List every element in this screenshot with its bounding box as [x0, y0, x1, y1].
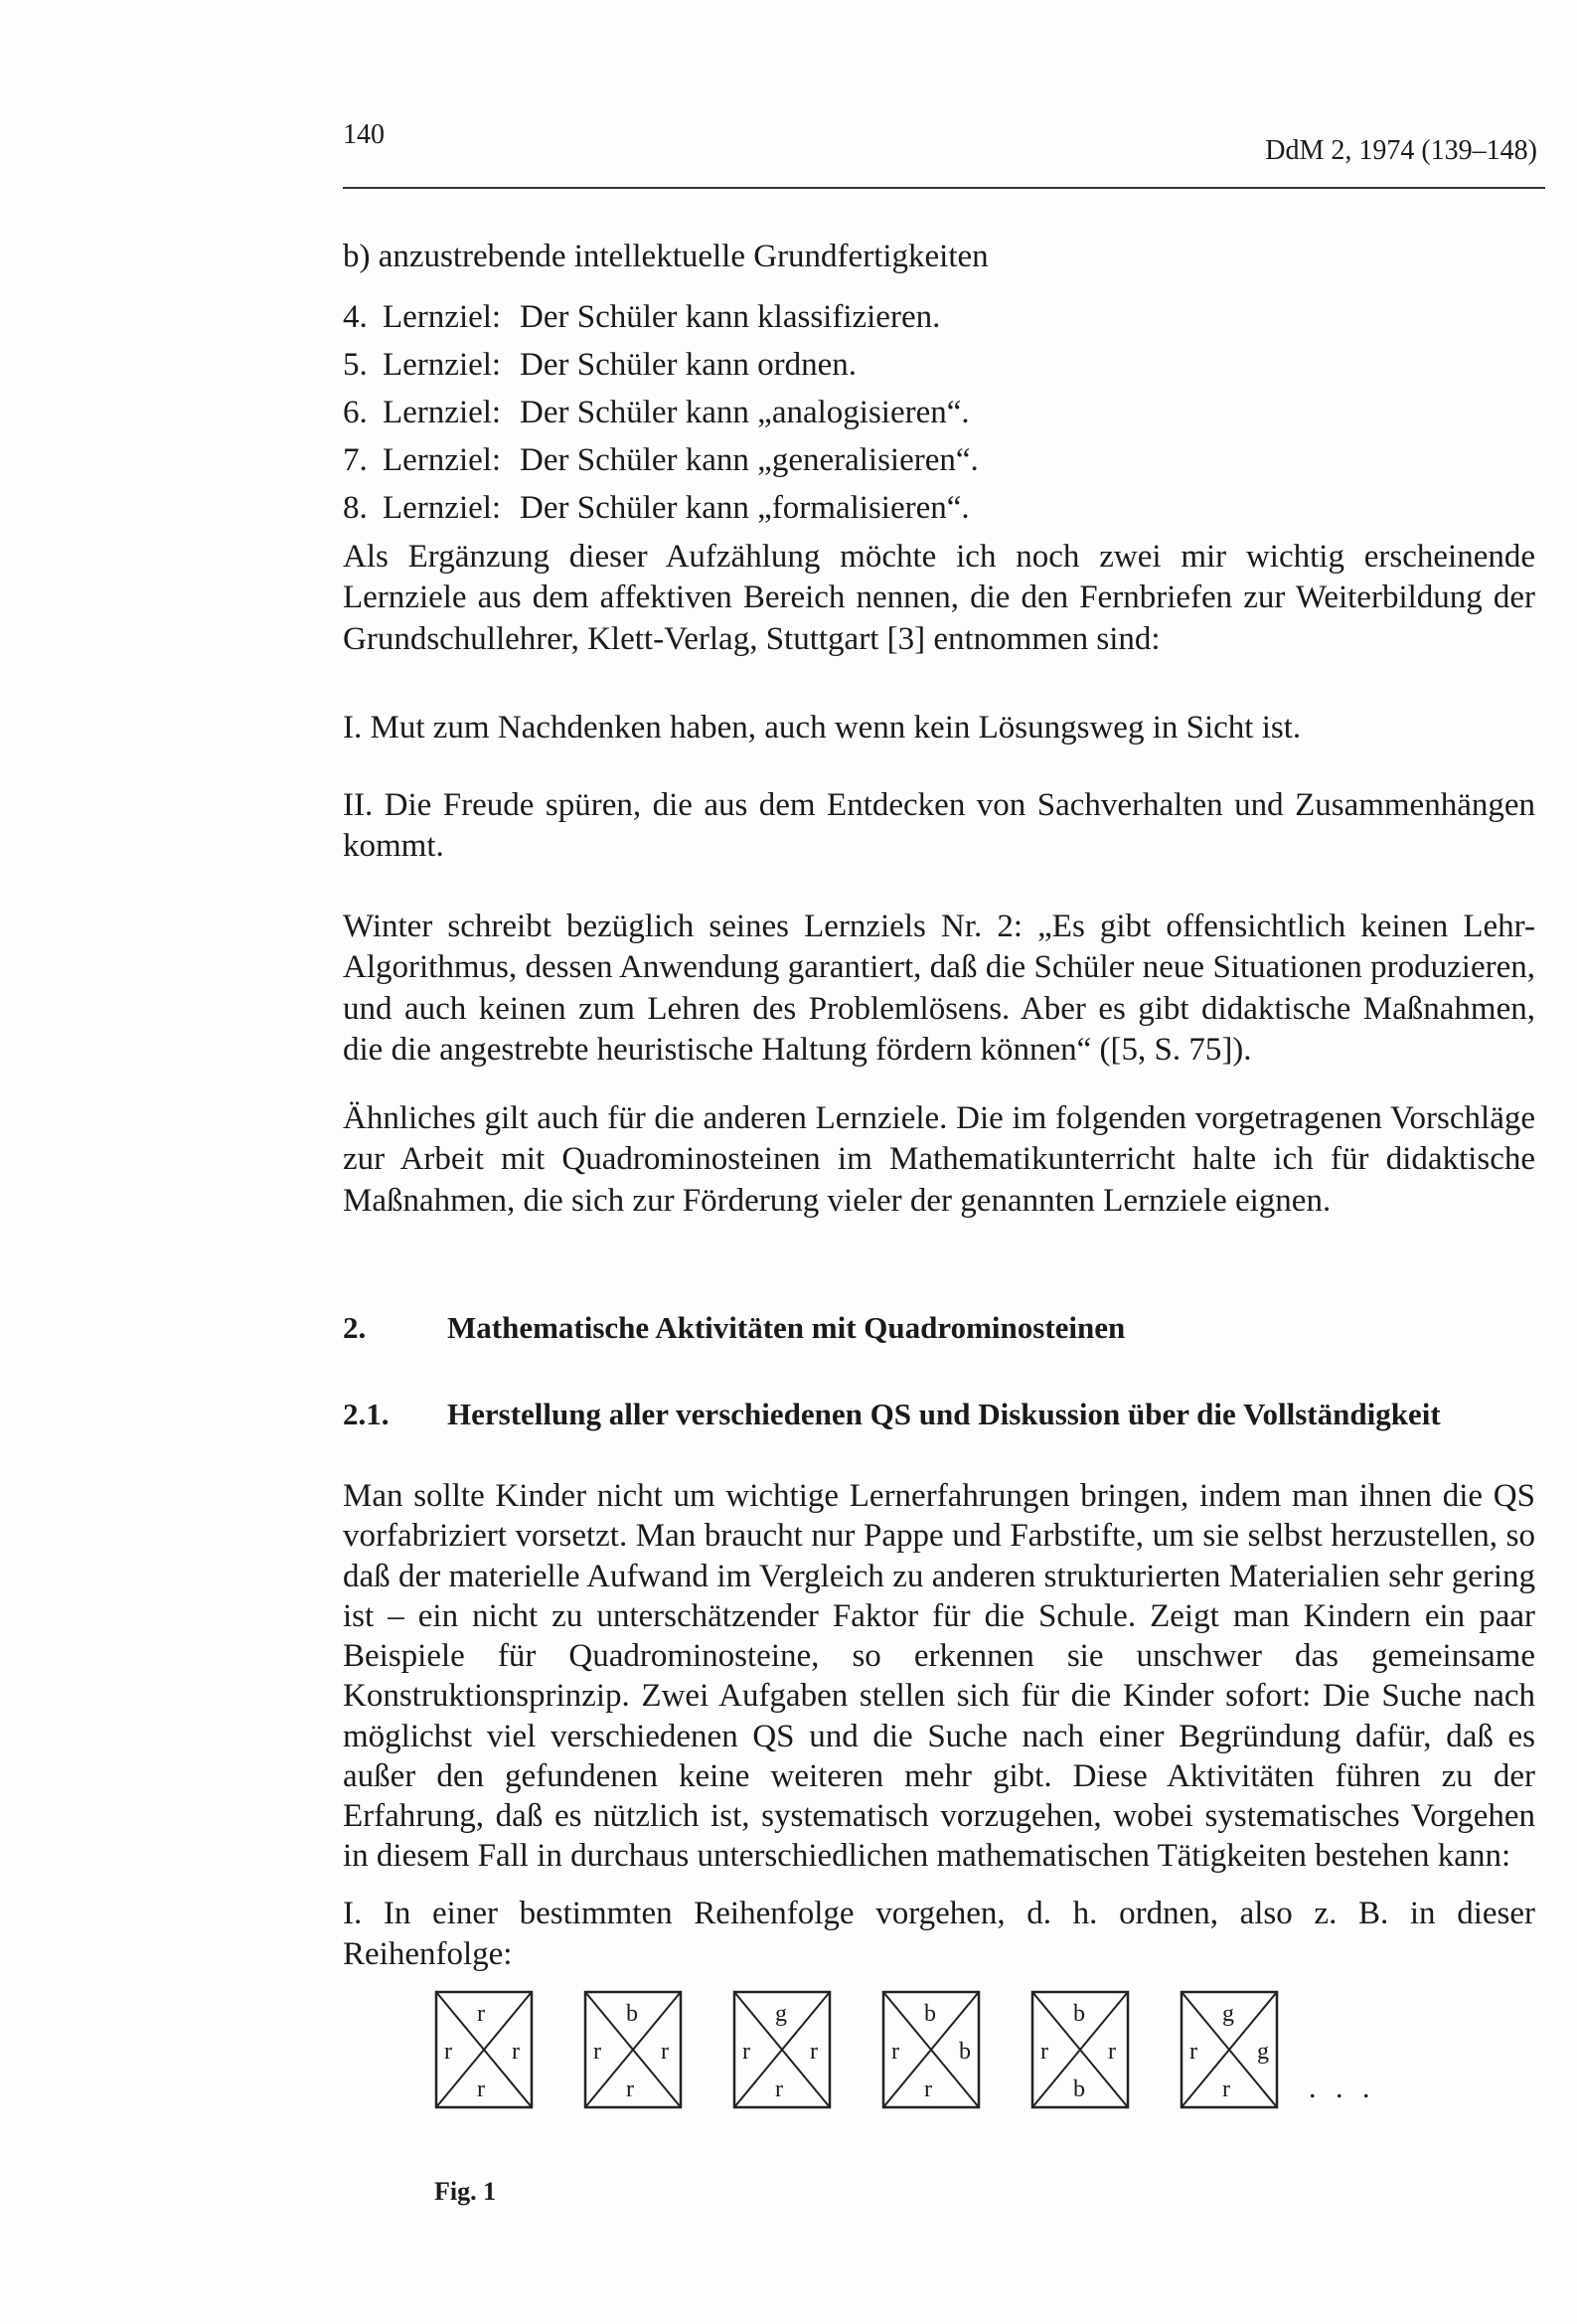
figure-caption: Fig. 1: [434, 2177, 497, 2206]
section-heading-2: [343, 1310, 1125, 1346]
section-heading-2-1: [343, 1397, 1441, 1432]
header-rule: [343, 187, 1545, 189]
tile-color-top: g: [1222, 2001, 1234, 2027]
quadromino-tile: [583, 1990, 683, 2109]
lernziel-item: [343, 341, 979, 389]
tile-color-left: r: [742, 2039, 750, 2065]
tile-color-left: r: [593, 2039, 601, 2065]
figure-ellipsis: . . .: [1309, 2072, 1376, 2104]
tile-color-right: r: [810, 2039, 818, 2065]
lernziel-list: [343, 293, 979, 532]
tile-color-bottom: r: [924, 2076, 932, 2102]
lernziel-number: 6.: [343, 395, 368, 430]
lernziel-label: Lernziel:: [383, 299, 502, 335]
tile-color-right: r: [512, 2039, 520, 2065]
lernziel-label: Lernziel:: [383, 347, 502, 383]
tile-color-left: r: [1040, 2039, 1048, 2065]
lernziel-item: [343, 293, 979, 341]
section-number: 2.1.: [343, 1397, 390, 1431]
tile-color-left: r: [444, 2039, 452, 2065]
quadromino-tile: [732, 1990, 832, 2109]
tile-color-bottom: b: [1073, 2076, 1085, 2102]
section-number: 2.: [343, 1310, 367, 1345]
quadromino-tile: [1180, 1990, 1279, 2109]
tile-color-bottom: r: [626, 2076, 634, 2102]
tile-color-bottom: r: [1222, 2076, 1230, 2102]
lernziel-label: Lernziel:: [383, 395, 502, 430]
lernziel-text: Der Schüler kann ordnen.: [520, 347, 858, 383]
lernziel-text: Der Schüler kann „generalisieren“.: [520, 442, 979, 478]
page-number: 140: [343, 119, 385, 150]
item-reihenfolge: I. In einer bestimmten Reihenfolge vorgehen, d. h. ordnen, also z. B. in dieser Reihenfolge:: [343, 1896, 1535, 1973]
lernziel-label: Lernziel:: [383, 442, 502, 478]
journal-reference: DdM 2, 1974 (139–148): [1265, 135, 1537, 166]
tile-color-left: r: [1189, 2039, 1197, 2065]
tile-color-right: r: [1108, 2039, 1116, 2065]
tile-color-right: b: [959, 2039, 971, 2065]
figure-quadromino-sequence: [434, 1990, 1376, 2109]
tile-color-top: g: [775, 2001, 787, 2027]
subheading-intellectual-skills: b) anzustrebende intellektuelle Grundfertigkeiten: [343, 239, 989, 274]
lernziel-text: Der Schüler kann „formalisieren“.: [520, 490, 970, 526]
tile-color-top: b: [626, 2001, 638, 2027]
lernziel-item: [343, 484, 979, 532]
tile-color-left: r: [891, 2039, 899, 2065]
quadromino-tile: [1030, 1990, 1130, 2109]
quadromino-tile: [434, 1990, 534, 2109]
lernziel-item: [343, 436, 979, 484]
lernziel-number: 8.: [343, 490, 368, 526]
tile-color-right: g: [1257, 2039, 1269, 2065]
lernziel-label: Lernziel:: [383, 490, 502, 526]
section-title: Mathematische Aktivitäten mit Quadrominosteinen: [447, 1310, 1126, 1345]
tile-color-right: r: [661, 2039, 669, 2065]
tile-color-top: b: [924, 2001, 936, 2027]
section-title: Herstellung aller verschiedenen QS und Diskussion über die Vollständigkeit: [447, 1397, 1441, 1431]
affective-goal-1: I. Mut zum Nachdenken haben, auch wenn kein Lösungsweg in Sicht ist.: [343, 710, 1302, 746]
affective-goal-2: II. Die Freude spüren, die aus dem Entdecken von Sachverhalten und Zusammenhängen kommt.: [343, 787, 1535, 865]
quadromino-tile: [881, 1990, 981, 2109]
paragraph-ergaenzung: Als Ergänzung dieser Aufzählung möchte ich noch zwei mir wichtig erscheinende Lernziele aus dem affektiven Bereich nennen, die den Fernbriefen zur Weiterbildung der Grundschullehrer, Klett-Verlag, Stuttgart [3] entnommen sind:: [343, 539, 1535, 657]
paragraph-man-sollte: Man sollte Kinder nicht um wichtige Lernerfahrungen bringen, indem man ihnen die QS vorfabriziert vorsetzt. Man braucht nur Pappe und Farbstifte, um sie selbst herzustellen, so daß der materielle Aufwand im Vergleich zu anderen strukturierten Materialien sehr gering ist – ein nicht zu unterschätzender Faktor für die Schule. Zeigt man Kindern ein paar Beispiele für Quadrominosteine, so erkennen sie unschwer das gemeinsame Konstruktionsprinzip. Zwei Aufgaben stellen sich für die Kinder sofort: Die Suche nach möglichst viel verschiedenen QS und die Suche nach einer Begründung dafür, daß es außer den gefundenen keine weiteren mehr gibt. Diese Aktivitäten führen zu der Erfahrung, daß es nützlich ist, systematisch vorzugehen, wobei systematisches Vorgehen in diesem Fall in durchaus unterschiedlichen mathematischen Tätigkeiten bestehen kann:: [343, 1478, 1535, 1875]
tile-color-top: r: [477, 2001, 485, 2027]
paragraph-aehnliches: Ähnliches gilt auch für die anderen Lernziele. Die im folgenden vorgetragenen Vorschläge zur Arbeit mit Quadrominosteinen im Mathematikunterricht halte ich für didaktische Maßnahmen, die sich zur Förderung vieler der genannten Lernziele eignen.: [343, 1100, 1535, 1219]
lernziel-text: Der Schüler kann klassifizieren.: [520, 299, 941, 335]
paragraph-winter-quote: Winter schreibt bezüglich seines Lernziels Nr. 2: „Es gibt offensichtlich keinen Lehr-Algorithmus, dessen Anwendung garantiert, daß die Schüler neue Situationen produzieren, und auch keinen zum Lehren des Problemlösens. Aber es gibt didaktische Maßnahmen, die die angestrebte heuristische Haltung fördern können“ ([5, S. 75]).: [343, 909, 1535, 1068]
lernziel-number: 5.: [343, 347, 368, 383]
lernziel-text: Der Schüler kann „analogisieren“.: [520, 395, 970, 430]
lernziel-number: 4.: [343, 299, 368, 335]
tile-color-top: b: [1073, 2001, 1085, 2027]
tile-color-bottom: r: [477, 2076, 485, 2102]
tile-color-bottom: r: [775, 2076, 783, 2102]
lernziel-item: [343, 389, 979, 436]
lernziel-number: 7.: [343, 442, 368, 478]
